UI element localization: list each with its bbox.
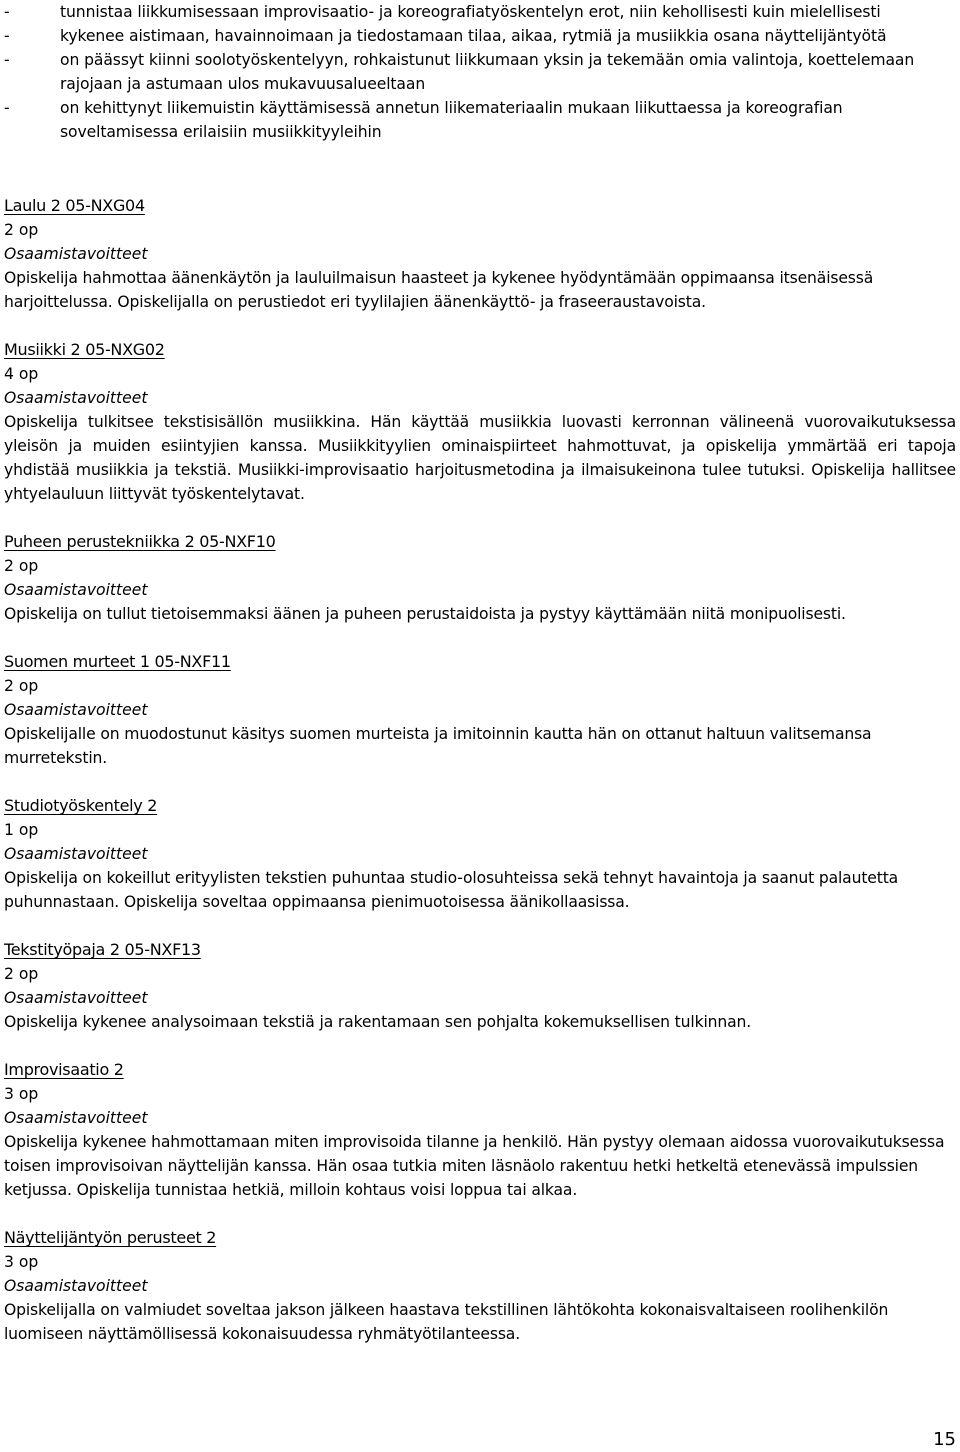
course-section-tekstityopaja bbox=[4, 938, 956, 1034]
course-section-laulu bbox=[4, 194, 956, 314]
course-description: Opiskelija hahmottaa äänenkäytön ja lauluilmaisun haasteet ja kykenee hyödyntämään oppimaansa itsenäisessä harjoittelussa. Opiskelijalla on perustiedot eri tyylilajien äänenkäyttö- ja fraseeraustavoista. bbox=[4, 269, 874, 311]
course-credits: 2 op bbox=[4, 221, 39, 239]
course-title: Suomen murteet 1 05-NXF11 bbox=[4, 652, 231, 671]
course-title: Musiikki 2 05-NXG02 bbox=[4, 340, 165, 359]
course-sections bbox=[4, 194, 956, 1370]
list-item bbox=[4, 0, 954, 24]
course-credits: 3 op bbox=[4, 1085, 39, 1103]
page-number: 15 bbox=[933, 1429, 956, 1450]
course-section-puheen-perustekniikka bbox=[4, 530, 956, 626]
objectives-label: Osaamistavoitteet bbox=[4, 701, 148, 719]
course-description: Opiskelija kykenee hahmottamaan miten improvisoida tilanne ja henkilö. Hän pystyy olemaan aidossa vuorovaikutuksessa toisen improvisoivan näyttelijän kanssa. Hän osaa tutkia miten läsnäolo rakentuu hetki hetkeltä etenevässä impulssien ketjussa. Opiskelija tunnistaa hetkiä, milloin kohtaus voisi loppua tai alkaa. bbox=[4, 1133, 945, 1199]
course-credits: 2 op bbox=[4, 965, 39, 983]
list-dash: - bbox=[4, 99, 10, 117]
course-title: Näyttelijäntyön perusteet 2 bbox=[4, 1228, 217, 1247]
course-description: Opiskelijalla on valmiudet soveltaa jakson jälkeen haastava tekstillinen lähtökohta kokonaisvaltaiseen roolihenkilön luomiseen näyttämöllisessä kokonaisuudessa ryhmätyötilanteessa. bbox=[4, 1301, 889, 1343]
course-title: Studiotyöskentely 2 bbox=[4, 796, 158, 815]
course-description: Opiskelija tulkitsee tekstisisällön musiikkina. Hän käyttää musiikkia luovasti kerronnan välineenä vuorovaikutuksessa yleisön ja muiden esiintyjien kanssa. Musiikkityylien ominaispiirteet hahmottuvat, ja opiskelija ymmärtää eri tapoja yhdistää musiikkia ja tekstiä. Musiikki-improvisaatio harjoitusmetodina ja ilmaisukeinona tulee tutuksi. Opiskelija hallitsee yhtyelauluun liittyvät työskentelytavat. bbox=[4, 413, 956, 503]
course-title: Laulu 2 05-NXG04 bbox=[4, 196, 145, 215]
objectives-label: Osaamistavoitteet bbox=[4, 1277, 148, 1295]
course-section-improvisaatio bbox=[4, 1058, 956, 1202]
course-description: Opiskelija kykenee analysoimaan tekstiä ja rakentamaan sen pohjalta kokemuksellisen tulkinnan. bbox=[4, 1013, 752, 1031]
list-item-text: tunnistaa liikkumisessaan improvisaatio- ja koreografiatyöskentelyn erot, niin kehollisesti kuin mielellisesti bbox=[60, 3, 881, 21]
course-credits: 2 op bbox=[4, 677, 39, 695]
objectives-label: Osaamistavoitteet bbox=[4, 1109, 148, 1127]
course-description: Opiskelija on kokeillut erityylisten tekstien puhuntaa studio-olosuhteissa sekä tehnyt havaintoja ja saanut palautetta puhunnastaan. Opiskelija soveltaa oppimaansa pienimuotoisessa äänikollaasissa. bbox=[4, 869, 899, 911]
learning-outcomes-list bbox=[4, 0, 954, 144]
list-item-text: on kehittynyt liikemuistin käyttämisessä annetun liikemateriaalin mukaan liikuttaessa ja koreografian soveltamisessa erilaisiin musiikkityyleihin bbox=[60, 99, 843, 141]
objectives-label: Osaamistavoitteet bbox=[4, 581, 148, 599]
list-item bbox=[4, 24, 954, 48]
course-description: Opiskelijalle on muodostunut käsitys suomen murteista ja imitoinnin kautta hän on ottanut haltuun valitsemansa murretekstin. bbox=[4, 725, 872, 767]
course-description: Opiskelija on tullut tietoisemmaksi äänen ja puheen perustaidoista ja pystyy käyttämään niitä monipuolisesti. bbox=[4, 605, 846, 623]
course-section-nayttelijantyon-perusteet bbox=[4, 1226, 956, 1346]
objectives-label: Osaamistavoitteet bbox=[4, 245, 148, 263]
course-title: Tekstityöpaja 2 05-NXF13 bbox=[4, 940, 201, 959]
list-dash: - bbox=[4, 51, 10, 69]
course-credits: 4 op bbox=[4, 365, 39, 383]
list-dash: - bbox=[4, 27, 10, 45]
course-section-studiotyoskentely bbox=[4, 794, 956, 914]
list-item bbox=[4, 96, 954, 144]
course-title: Improvisaatio 2 bbox=[4, 1060, 124, 1079]
course-credits: 1 op bbox=[4, 821, 39, 839]
objectives-label: Osaamistavoitteet bbox=[4, 989, 148, 1007]
course-credits: 3 op bbox=[4, 1253, 39, 1271]
list-item-text: on päässyt kiinni soolotyöskentelyyn, rohkaistunut liikkumaan yksin ja tekemään omia valintoja, koettelemaan rajojaan ja astumaan ulos mukavuusalueeltaan bbox=[60, 51, 915, 93]
course-credits: 2 op bbox=[4, 557, 39, 575]
objectives-label: Osaamistavoitteet bbox=[4, 389, 148, 407]
objectives-label: Osaamistavoitteet bbox=[4, 845, 148, 863]
list-dash: - bbox=[4, 3, 10, 21]
course-section-suomen-murteet bbox=[4, 650, 956, 770]
course-section-musiikki bbox=[4, 338, 956, 506]
course-title: Puheen perustekniikka 2 05-NXF10 bbox=[4, 532, 276, 551]
list-item-text: kykenee aistimaan, havainnoimaan ja tiedostamaan tilaa, aikaa, rytmiä ja musiikkia osana näyttelijäntyötä bbox=[60, 27, 887, 45]
list-item bbox=[4, 48, 954, 96]
